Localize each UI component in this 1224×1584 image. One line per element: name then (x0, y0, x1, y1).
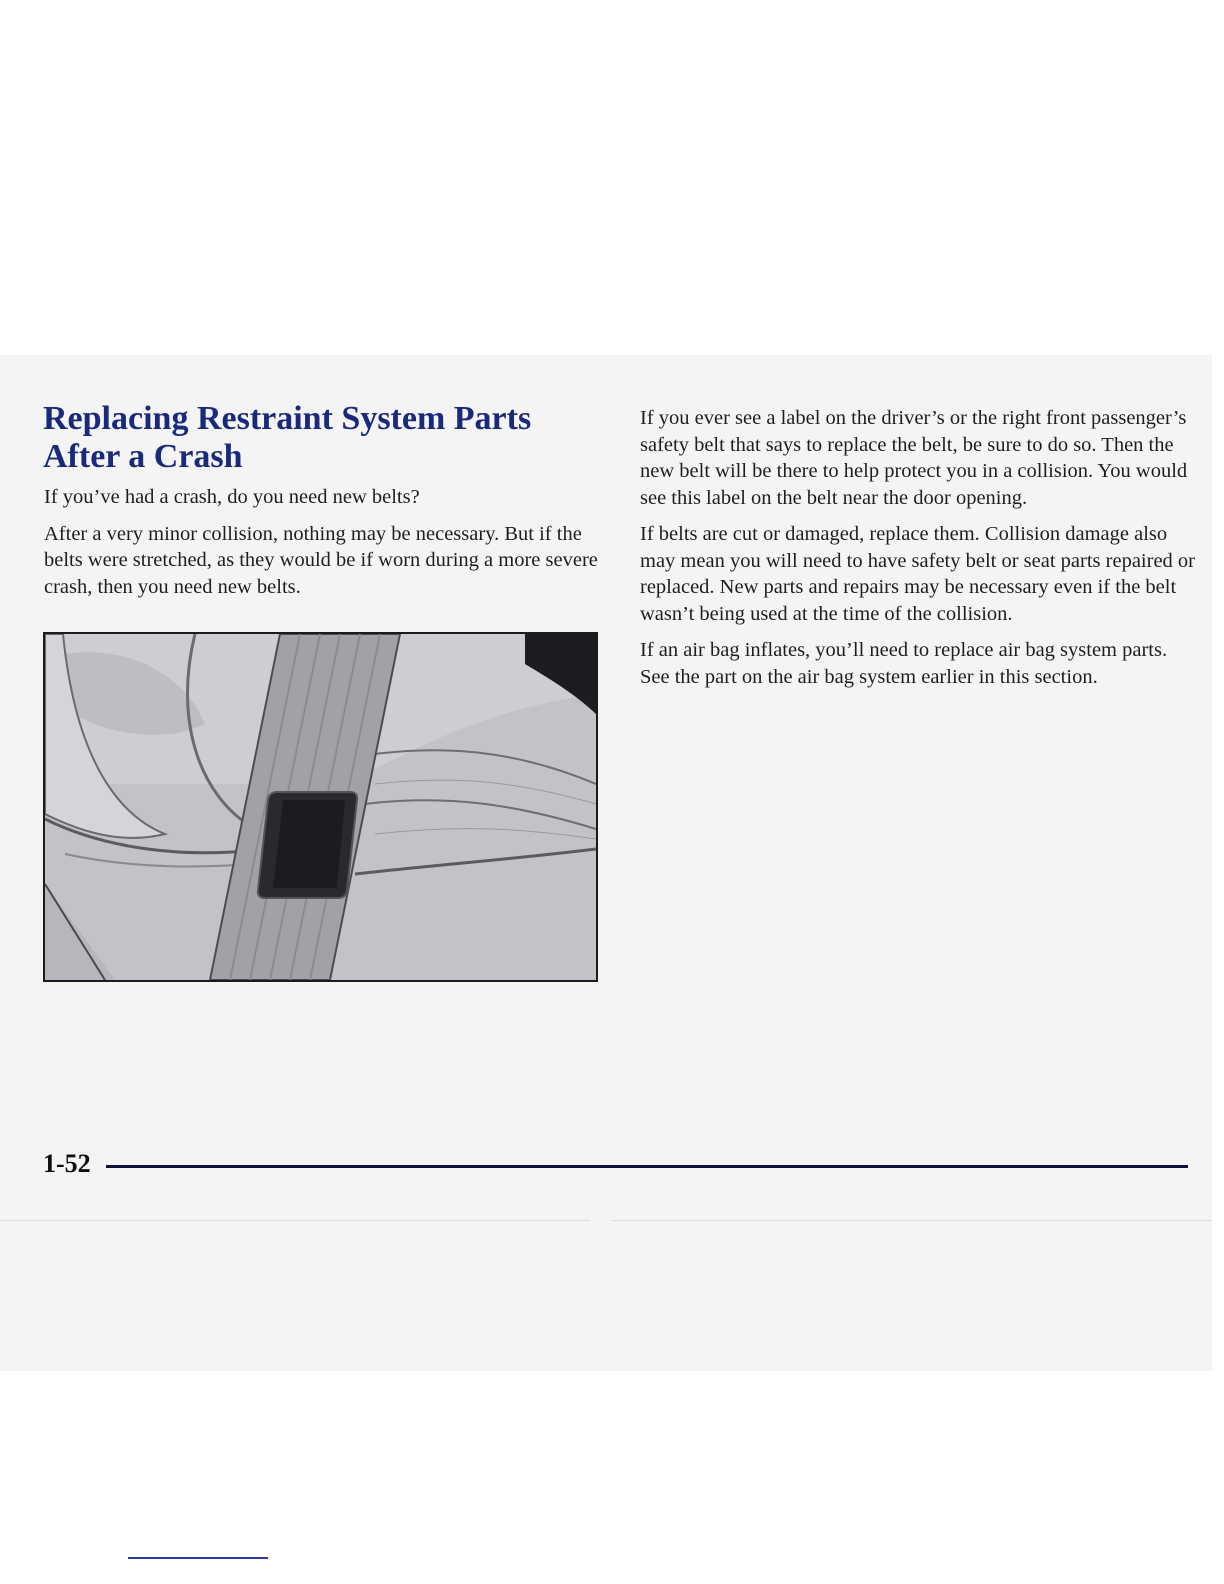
scan-edge-line-right (612, 1220, 1212, 1221)
left-paragraph-2: After a very minor collision, nothing may be necessary. But if the belts were stretched, as they would be if worn during a more severe crash, then you need new belts. (44, 522, 598, 598)
bottom-underline (128, 1557, 268, 1559)
section-heading: Replacing Restraint System Parts After a Crash (43, 400, 532, 475)
scan-edge-line-left (0, 1220, 590, 1221)
page-number: 1-52 (43, 1149, 91, 1178)
right-column (640, 405, 1195, 700)
right-paragraph-3: If an air bag inflates, you’ll need to replace air bag system parts. See the part on the air bag system earlier in this section. (640, 639, 1168, 688)
left-column (44, 484, 599, 610)
right-paragraph-2: If belts are cut or damaged, replace them. Collision damage also may mean you will need to have safety belt or seat parts repaired or replaced. New parts and repairs may be necessary even if the belt wasn’t being used at the time of the collision. (640, 523, 1196, 625)
footer-rule (106, 1165, 1188, 1168)
left-paragraph-1: If you’ve had a crash, do you need new belts? (44, 486, 420, 508)
right-paragraph-1: If you ever see a label on the driver’s or the right front passenger’s safety belt that says to replace the belt, be sure to do so. Then the new belt will be there to help protect you in a collision. You would see this label on the belt near the door opening. (640, 407, 1188, 509)
safety-belt-illustration (43, 632, 598, 982)
